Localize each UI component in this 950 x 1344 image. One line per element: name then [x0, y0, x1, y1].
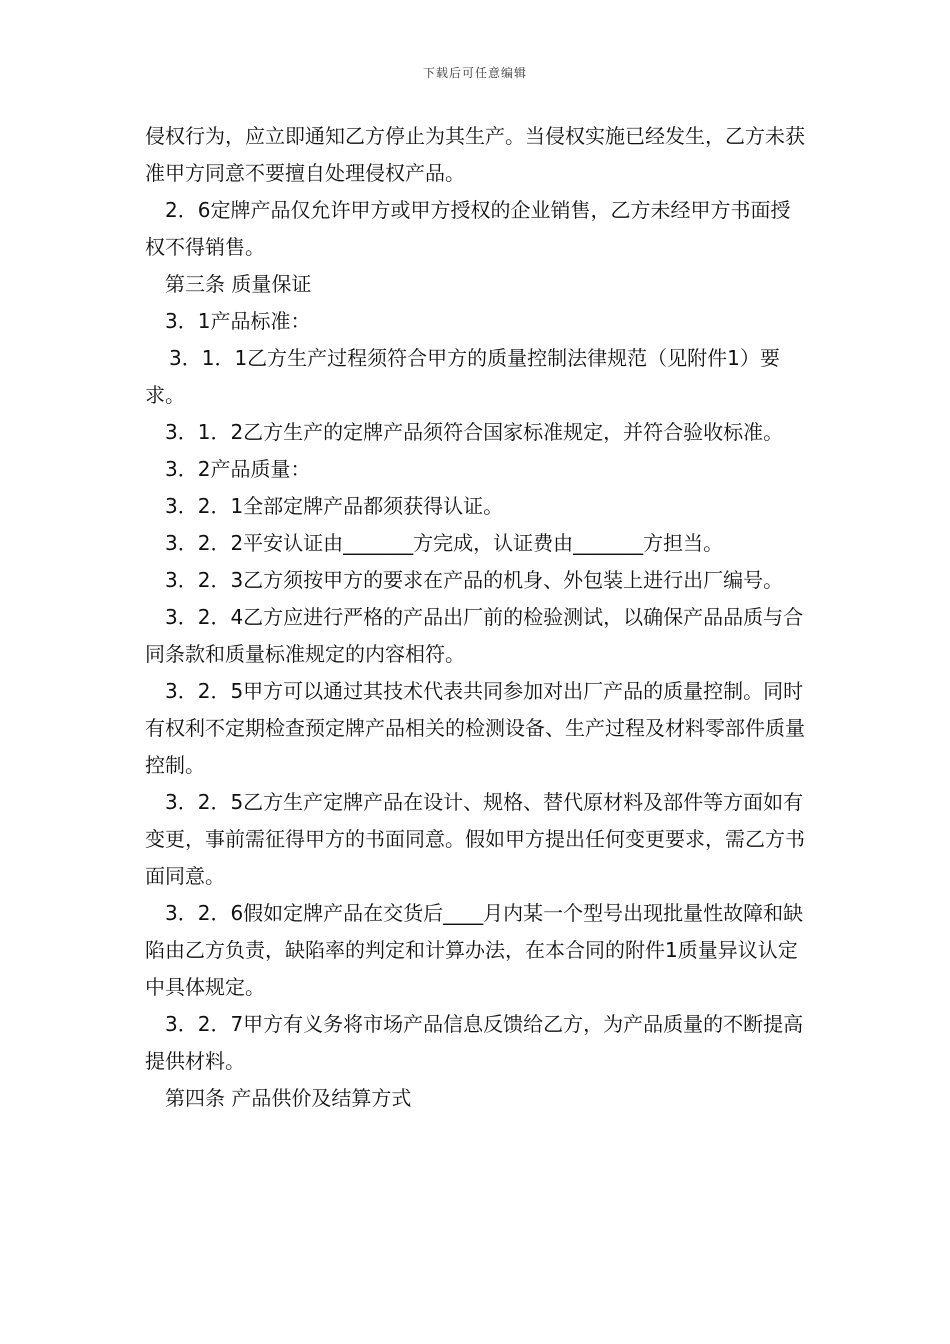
- page-header: 下载后可任意编辑: [422, 66, 527, 80]
- document-body: [145, 118, 810, 1117]
- paragraph-13: 3．2．5乙方生产定牌产品在设计、规格、替代原材料及部件等方面如有变更，事前需征得甲方的书面同意。假如甲方提出任何变更要求，需乙方书面同意。: [145, 790, 805, 888]
- paragraph-10: 3．2．3乙方须按甲方的要求在产品的机身、外包装上进行出厂编号。: [165, 568, 784, 592]
- section-heading-4: 第四条 产品供价及结算方式: [165, 1086, 412, 1110]
- paragraph-1: 侵权行为，应立即通知乙方停止为其生产。当侵权实施已经发生，乙方未获准甲方同意不要擅自处理侵权产品。: [145, 124, 805, 185]
- paragraph-11: 3．2．4乙方应进行严格的产品出厂前的检验测试，以确保产品品质与合同条款和质量标准规定的内容相符。: [145, 605, 804, 666]
- paragraph-8: 3．2．1全部定牌产品都须获得认证。: [165, 494, 504, 518]
- paragraph-5: 3．1．1乙方生产过程须符合甲方的质量控制法律规范（见附件1）要求。: [145, 346, 780, 407]
- paragraph-14: 3．2．6假如定牌产品在交货后____月内某一个型号出现批量性故障和缺陷由乙方负责，缺陷率的判定和计算办法，在本合同的附件1质量异议认定中具体规定。: [145, 901, 804, 999]
- paragraph-9: 3．2．2平安认证由_______方完成，认证费由_______方担当。: [165, 531, 724, 555]
- section-heading-3: 第三条 质量保证: [165, 272, 312, 296]
- paragraph-6: 3．1．2乙方生产的定牌产品须符合国家标准规定，并符合验收标准。: [165, 420, 784, 444]
- paragraph-4: 3．1产品标准：: [165, 309, 311, 333]
- paragraph-15: 3．2．7甲方有义务将市场产品信息反馈给乙方，为产品质量的不断提高提供材料。: [145, 1012, 804, 1073]
- paragraph-7: 3．2产品质量：: [165, 457, 311, 481]
- paragraph-2: 2．6定牌产品仅允许甲方或甲方授权的企业销售，乙方未经甲方书面授权不得销售。: [145, 198, 791, 259]
- paragraph-12: 3．2．5甲方可以通过其技术代表共同参加对出厂产品的质量控制。同时有权利不定期检查预定牌产品相关的检测设备、生产过程及材料零部件质量控制。: [145, 679, 805, 777]
